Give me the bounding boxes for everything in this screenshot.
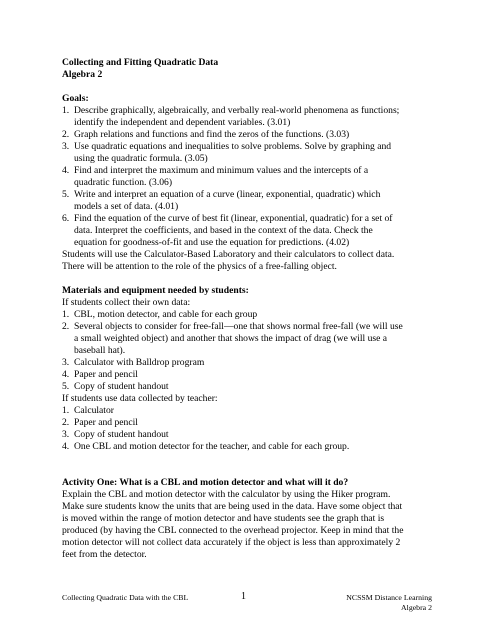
list-item-number: 4. [62,441,70,452]
list-item-number: 4. [62,369,70,380]
materials-intro-own-data: If students collect their own data: [62,297,191,308]
activity-line: Explain the CBL and motion detector with the calculator by using the Hiker program. [62,489,391,500]
list-item-line: Paper and pencil [74,369,138,380]
list-item-number: 6. [62,213,70,224]
footer-institution-line-1: NCSSM Distance Learning [346,593,432,602]
list-item-text [74,369,432,381]
list-item-line: data. Interpret the coefficients, and based in the context of the data. Check the [74,225,373,236]
list-item-number: 1. [62,309,70,320]
material-item [62,369,432,381]
material-item [62,309,432,321]
goal-item [62,213,432,249]
list-item-number: 2. [62,321,70,332]
material-item [62,357,432,369]
goals-list [62,105,432,249]
material-item [62,429,432,441]
list-item-line: Write and interpret an equation of a curve (linear, exponential, quadratic) which [74,189,381,200]
list-item-line: models a set of data. (4.01) [74,201,179,212]
list-item-line: identify the independent and dependent variables. (3.01) [74,117,291,128]
list-item-text [74,357,432,369]
list-item-number: 3. [62,357,70,368]
goals-summary-line-2: There will be attention to the role of the physics of a free-falling object. [62,261,337,272]
goal-item [62,105,432,129]
footer-title: Collecting Quadratic Data with the CBL [62,593,189,602]
goal-item [62,141,432,165]
materials-list-own-data [62,309,432,393]
activity-one-text [62,489,432,561]
goals-summary-line-1: Students will use the Calculator-Based Laboratory and their calculators to collect data. [62,249,395,260]
list-item-line: Calculator with Balldrop program [74,357,205,368]
list-item-line: a small weighted object) and another that shows the impact of drag (we will use a [74,333,388,344]
list-item-text [74,213,432,249]
list-item-line: Find and interpret the maximum and minimum values and the intercepts of a [74,165,369,176]
goal-item [62,129,432,141]
list-item-number: 1. [62,105,70,116]
list-item-text [74,309,432,321]
list-item-text [74,441,432,453]
goals-heading: Goals: [62,93,89,104]
activity-one-heading: Activity One: What is a CBL and motion detector and what will it do? [62,477,349,488]
list-item-line: Copy of student handout [74,429,169,440]
material-item [62,441,432,453]
material-item [62,381,432,393]
list-item-text [74,381,432,393]
materials-heading: Materials and equipment needed by students: [62,285,249,296]
list-item-line: Copy of student handout [74,381,169,392]
document-body [62,57,432,561]
footer-institution-line-2: Algebra 2 [401,603,432,612]
list-item-line: equation for goodness-of-fit and use the equation for predictions. (4.02) [74,237,350,248]
page-number: 1 [241,591,246,602]
list-item-line: CBL, motion detector, and cable for each group [74,309,258,320]
footer-institution [346,593,432,613]
list-item-text [74,417,432,429]
list-item-line: One CBL and motion detector for the teacher, and cable for each group. [74,441,350,452]
list-item-line: Find the equation of the curve of best fit (linear, exponential, quadratic) for a set of [74,213,393,224]
list-item-line: using the quadratic formula. (3.05) [74,153,208,164]
list-item-line: quadratic function. (3.06) [74,177,173,188]
document-title: Collecting and Fitting Quadratic Data [62,57,219,68]
list-item-number: 3. [62,141,70,152]
list-item-line: baseball hat). [74,345,126,356]
activity-line: feet from the detector. [62,549,147,560]
list-item-text [74,105,432,129]
material-item [62,405,432,417]
list-item-line: Calculator [74,405,114,416]
list-item-number: 1. [62,405,70,416]
material-item [62,417,432,429]
list-item-text [74,405,432,417]
list-item-text [74,129,432,141]
list-item-text [74,429,432,441]
material-item [62,321,432,357]
list-item-number: 3. [62,429,70,440]
list-item-number: 4. [62,165,70,176]
document-subtitle: Algebra 2 [62,69,103,80]
goal-item [62,165,432,189]
activity-line: produced (by having the CBL connected to the overhead projector. Keep in mind that the [62,525,404,536]
activity-line: is moved within the range of motion detector and have students see the graph that is [62,513,385,524]
list-item-number: 2. [62,417,70,428]
activity-line: Make sure students know the units that are being used in the data. Have some object that [62,501,403,512]
list-item-number: 5. [62,189,70,200]
activity-line: motion detector will not collect data accurately if the object is less than approximately 2 [62,537,401,548]
list-item-text [74,321,432,357]
list-item-text [74,141,432,165]
materials-list-teacher-data [62,405,432,453]
list-item-line: Several objects to consider for free-fall—one that shows normal free-fall (we will use [74,321,403,332]
list-item-text [74,165,432,189]
list-item-text [74,189,432,213]
list-item-line: Graph relations and functions and find the zeros of the functions. (3.03) [74,129,350,140]
list-item-line: Describe graphically, algebraically, and verbally real-world phenomena as functions; [74,105,400,116]
list-item-line: Paper and pencil [74,417,138,428]
goal-item [62,189,432,213]
list-item-number: 2. [62,129,70,140]
materials-intro-teacher-data: If students use data collected by teacher: [62,393,218,404]
list-item-number: 5. [62,381,70,392]
list-item-line: Use quadratic equations and inequalities to solve problems. Solve by graphing and [74,141,392,152]
